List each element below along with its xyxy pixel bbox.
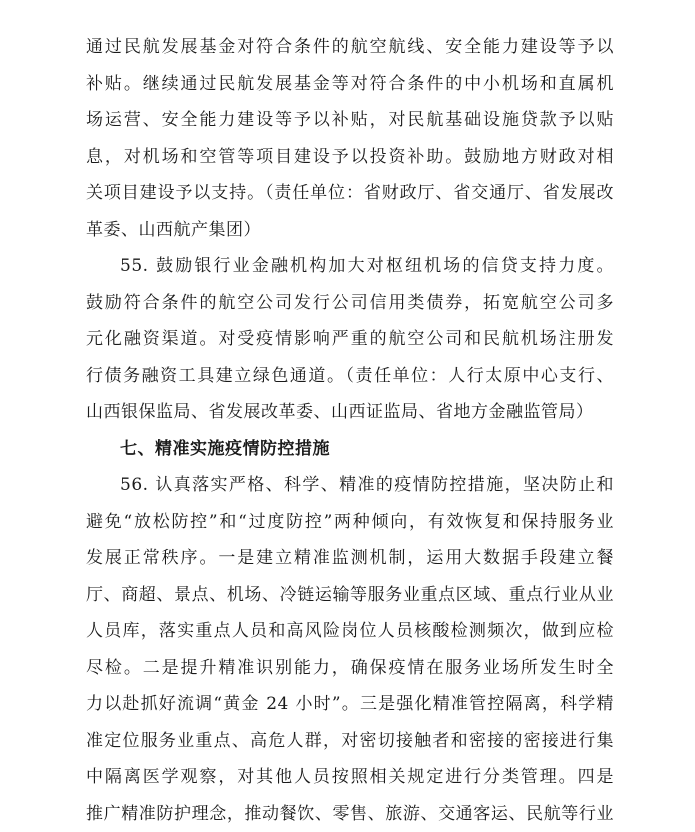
text-line: 56. 认真落实严格、科学、精准的疫情防控措施，坚决防止和 bbox=[86, 467, 614, 504]
text-line: 55. 鼓励银行业金融机构加大对枢纽机场的信贷支持力度。 bbox=[86, 248, 614, 285]
text-line: 避免“放松防控”和“过度防控”两种倾向，有效恢复和保持服务业 bbox=[86, 504, 614, 541]
text-line: 准定位服务业重点、高危人群，对密切接触者和密接的密接进行集 bbox=[86, 723, 614, 760]
text-line: 山西银保监局、省发展改革委、山西证监局、省地方金融监管局） bbox=[86, 394, 614, 431]
document-page bbox=[86, 0, 614, 832]
section-heading: 七、精准实施疫情防控措施 bbox=[86, 431, 614, 468]
text-line: 厅、商超、景点、机场、冷链运输等服务业重点区域、重点行业从业 bbox=[86, 577, 614, 614]
text-line: 息，对机场和空管等项目建设予以投资补助。鼓励地方财政对相 bbox=[86, 139, 614, 176]
text-line: 中隔离医学观察，对其他人员按照相关规定进行分类管理。四是 bbox=[86, 759, 614, 796]
text-line: 关项目建设予以支持。（责任单位：省财政厅、省交通厅、省发展改 bbox=[86, 175, 614, 212]
text-line: 补贴。继续通过民航发展基金等对符合条件的中小机场和直属机 bbox=[86, 66, 614, 103]
text-line: 场运营、安全能力建设等予以补贴，对民航基础设施贷款予以贴 bbox=[86, 102, 614, 139]
text-line: 尽检。二是提升精准识别能力，确保疫情在服务业场所发生时全 bbox=[86, 650, 614, 687]
text-line: 鼓励符合条件的航空公司发行公司信用类债券，拓宽航空公司多 bbox=[86, 285, 614, 322]
paragraph-56 bbox=[86, 467, 614, 832]
text-line: 人员库，落实重点人员和高风险岗位人员核酸检测频次，做到应检 bbox=[86, 613, 614, 650]
text-line: 力以赴抓好流调“黄金 24 小时”。三是强化精准管控隔离，科学精 bbox=[86, 686, 614, 723]
text-line: 行债务融资工具建立绿色通道。（责任单位：人行太原中心支行、 bbox=[86, 358, 614, 395]
paragraph-55 bbox=[86, 248, 614, 431]
text-line: 元化融资渠道。对受疫情影响严重的航空公司和民航机场注册发 bbox=[86, 321, 614, 358]
paragraph-54-continued bbox=[86, 29, 614, 248]
text-line: 通过民航发展基金对符合条件的航空航线、安全能力建设等予以 bbox=[86, 29, 614, 66]
text-line: 发展正常秩序。一是建立精准监测机制，运用大数据手段建立餐 bbox=[86, 540, 614, 577]
text-line: 推广精准防护理念，推动餐饮、零售、旅游、交通客运、民航等行业 bbox=[86, 796, 614, 832]
text-line: 革委、山西航产集团） bbox=[86, 212, 614, 249]
